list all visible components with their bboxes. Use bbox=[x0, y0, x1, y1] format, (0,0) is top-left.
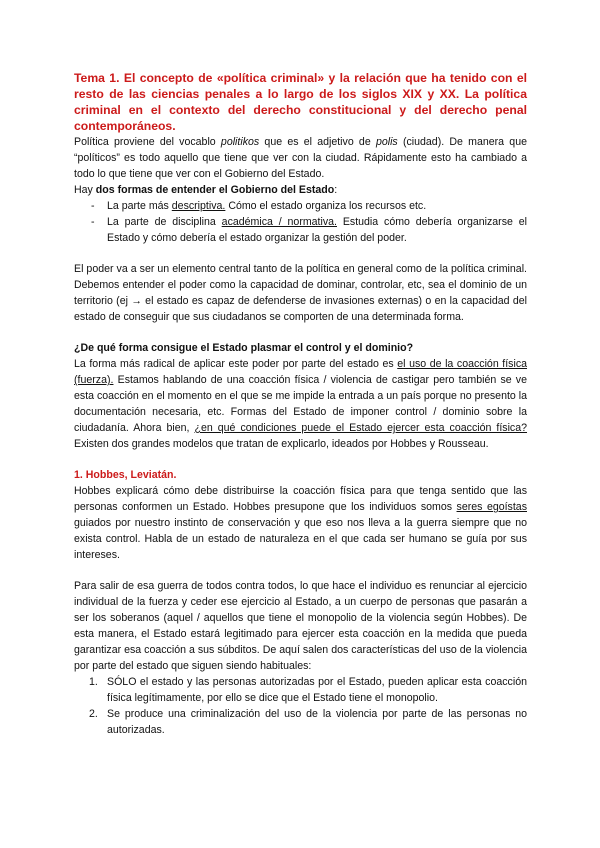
list-item: - La parte de disciplina académica / normativa. Estudia cómo debería organizarse el Estado y cómo debería el estado organizar la gestión del poder. bbox=[74, 214, 527, 246]
list-item: 2. Se produce una criminalización del uso de la violencia por parte de las personas no autorizadas. bbox=[89, 708, 527, 736]
power-paragraph: El poder va a ser un elemento central tanto de la política en general como de la política criminal. Debemos entender el poder como la capacidad de dominar, controlar, etc, sea el dominio de un territorio (ej → el estado es capaz de defenderse de invasiones externas) o en la capacidad del estado de conseguir que sus ciudadanos se comporten de una determinada forma. bbox=[74, 263, 527, 323]
term-politikos: politikos bbox=[220, 136, 260, 148]
term-polis: polis bbox=[375, 136, 398, 148]
question-paragraph: La forma más radical de aplicar este poder por parte del estado es el uso de la coacción física (fuerza). Estamos hablando de una coacción física / violencia de castigar pero también se ve esta coacción en el momento en el que se me impide la entrada a un país porque no presento la documentación necesaria, etc. Formas del Estado de imponer control / dominio sobre la ciudadanía. Ahora bien, ¿en qué condiciones puede el Estado ejercer esta coacción física? Existen dos grandes modelos que tratan de explicarlo, ideados por Hobbes y Rousseau. bbox=[74, 358, 528, 450]
hobbes-paragraph-2: Para salir de esa guerra de todos contra todos, lo que hace el individuo es renunciar al ejercicio individual de la fuerza y ceder ese ejercicio al Estado, a un cuerpo de personas que pasarán a ser los soberanos (aquel / aquellos que tiene el monopolio de la violencia según Hobbes). De esta manera, el Estado estará legitimado para ejercer esta coacción en la medida que pueda garantizar esa coacción a sus súbditos. De aquí salen dos características del uso de la violencia por parte del estado que siguen siendo habituales: bbox=[74, 580, 527, 672]
list-item: - La parte más descriptiva. Cómo el estado organiza los recursos etc. bbox=[74, 198, 527, 214]
intro-paragraph: Política proviene del vocablo politikos que es el adjetivo de polis (ciudad). De manera que “políticos” es todo aquello que tiene que ver con la ciudad. Rápidamente esto ha cambiado a todo lo que tiene que ver con el Gobierno del Estado. bbox=[74, 136, 527, 180]
question-heading: ¿De qué forma consigue el Estado plasmar el control y el dominio? bbox=[74, 342, 414, 354]
list-item: 1. SÓLO el estado y las personas autorizadas por el Estado, pueden aplicar esta coacción física legítimamente, por ello se dice que el Estado tiene el monopolio. bbox=[89, 676, 527, 704]
hobbes-paragraph-1: Hobbes explicará cómo debe distribuirse la coacción física para que tenga sentido que las personas conformen un Estado. Hobbes presupone que los individuos somos seres egoístas guiados por nuestro instinto de conservación y que eso nos lleva a la guerra siempre que no exista control. Habla de un estado de naturaleza en el que cada ser humano se guía por sus intereses. bbox=[74, 485, 527, 561]
hobbes-heading: 1. Hobbes, Leviatán. bbox=[74, 469, 177, 481]
document-page bbox=[74, 70, 527, 738]
characteristics-list bbox=[74, 674, 527, 738]
forms-intro: Hay dos formas de entender el Gobierno del Estado: bbox=[74, 184, 338, 196]
forms-list bbox=[74, 198, 527, 246]
document-title: Tema 1. El concepto de «política criminal» y la relación que ha tenido con el resto de las ciencias penales a lo largo de los siglos XIX y XX. La política criminal en el contexto del derecho constitucional y del derecho penal contemporáneos. bbox=[74, 71, 527, 133]
forms-bold: dos formas de entender el Gobierno del Estado bbox=[95, 184, 335, 196]
